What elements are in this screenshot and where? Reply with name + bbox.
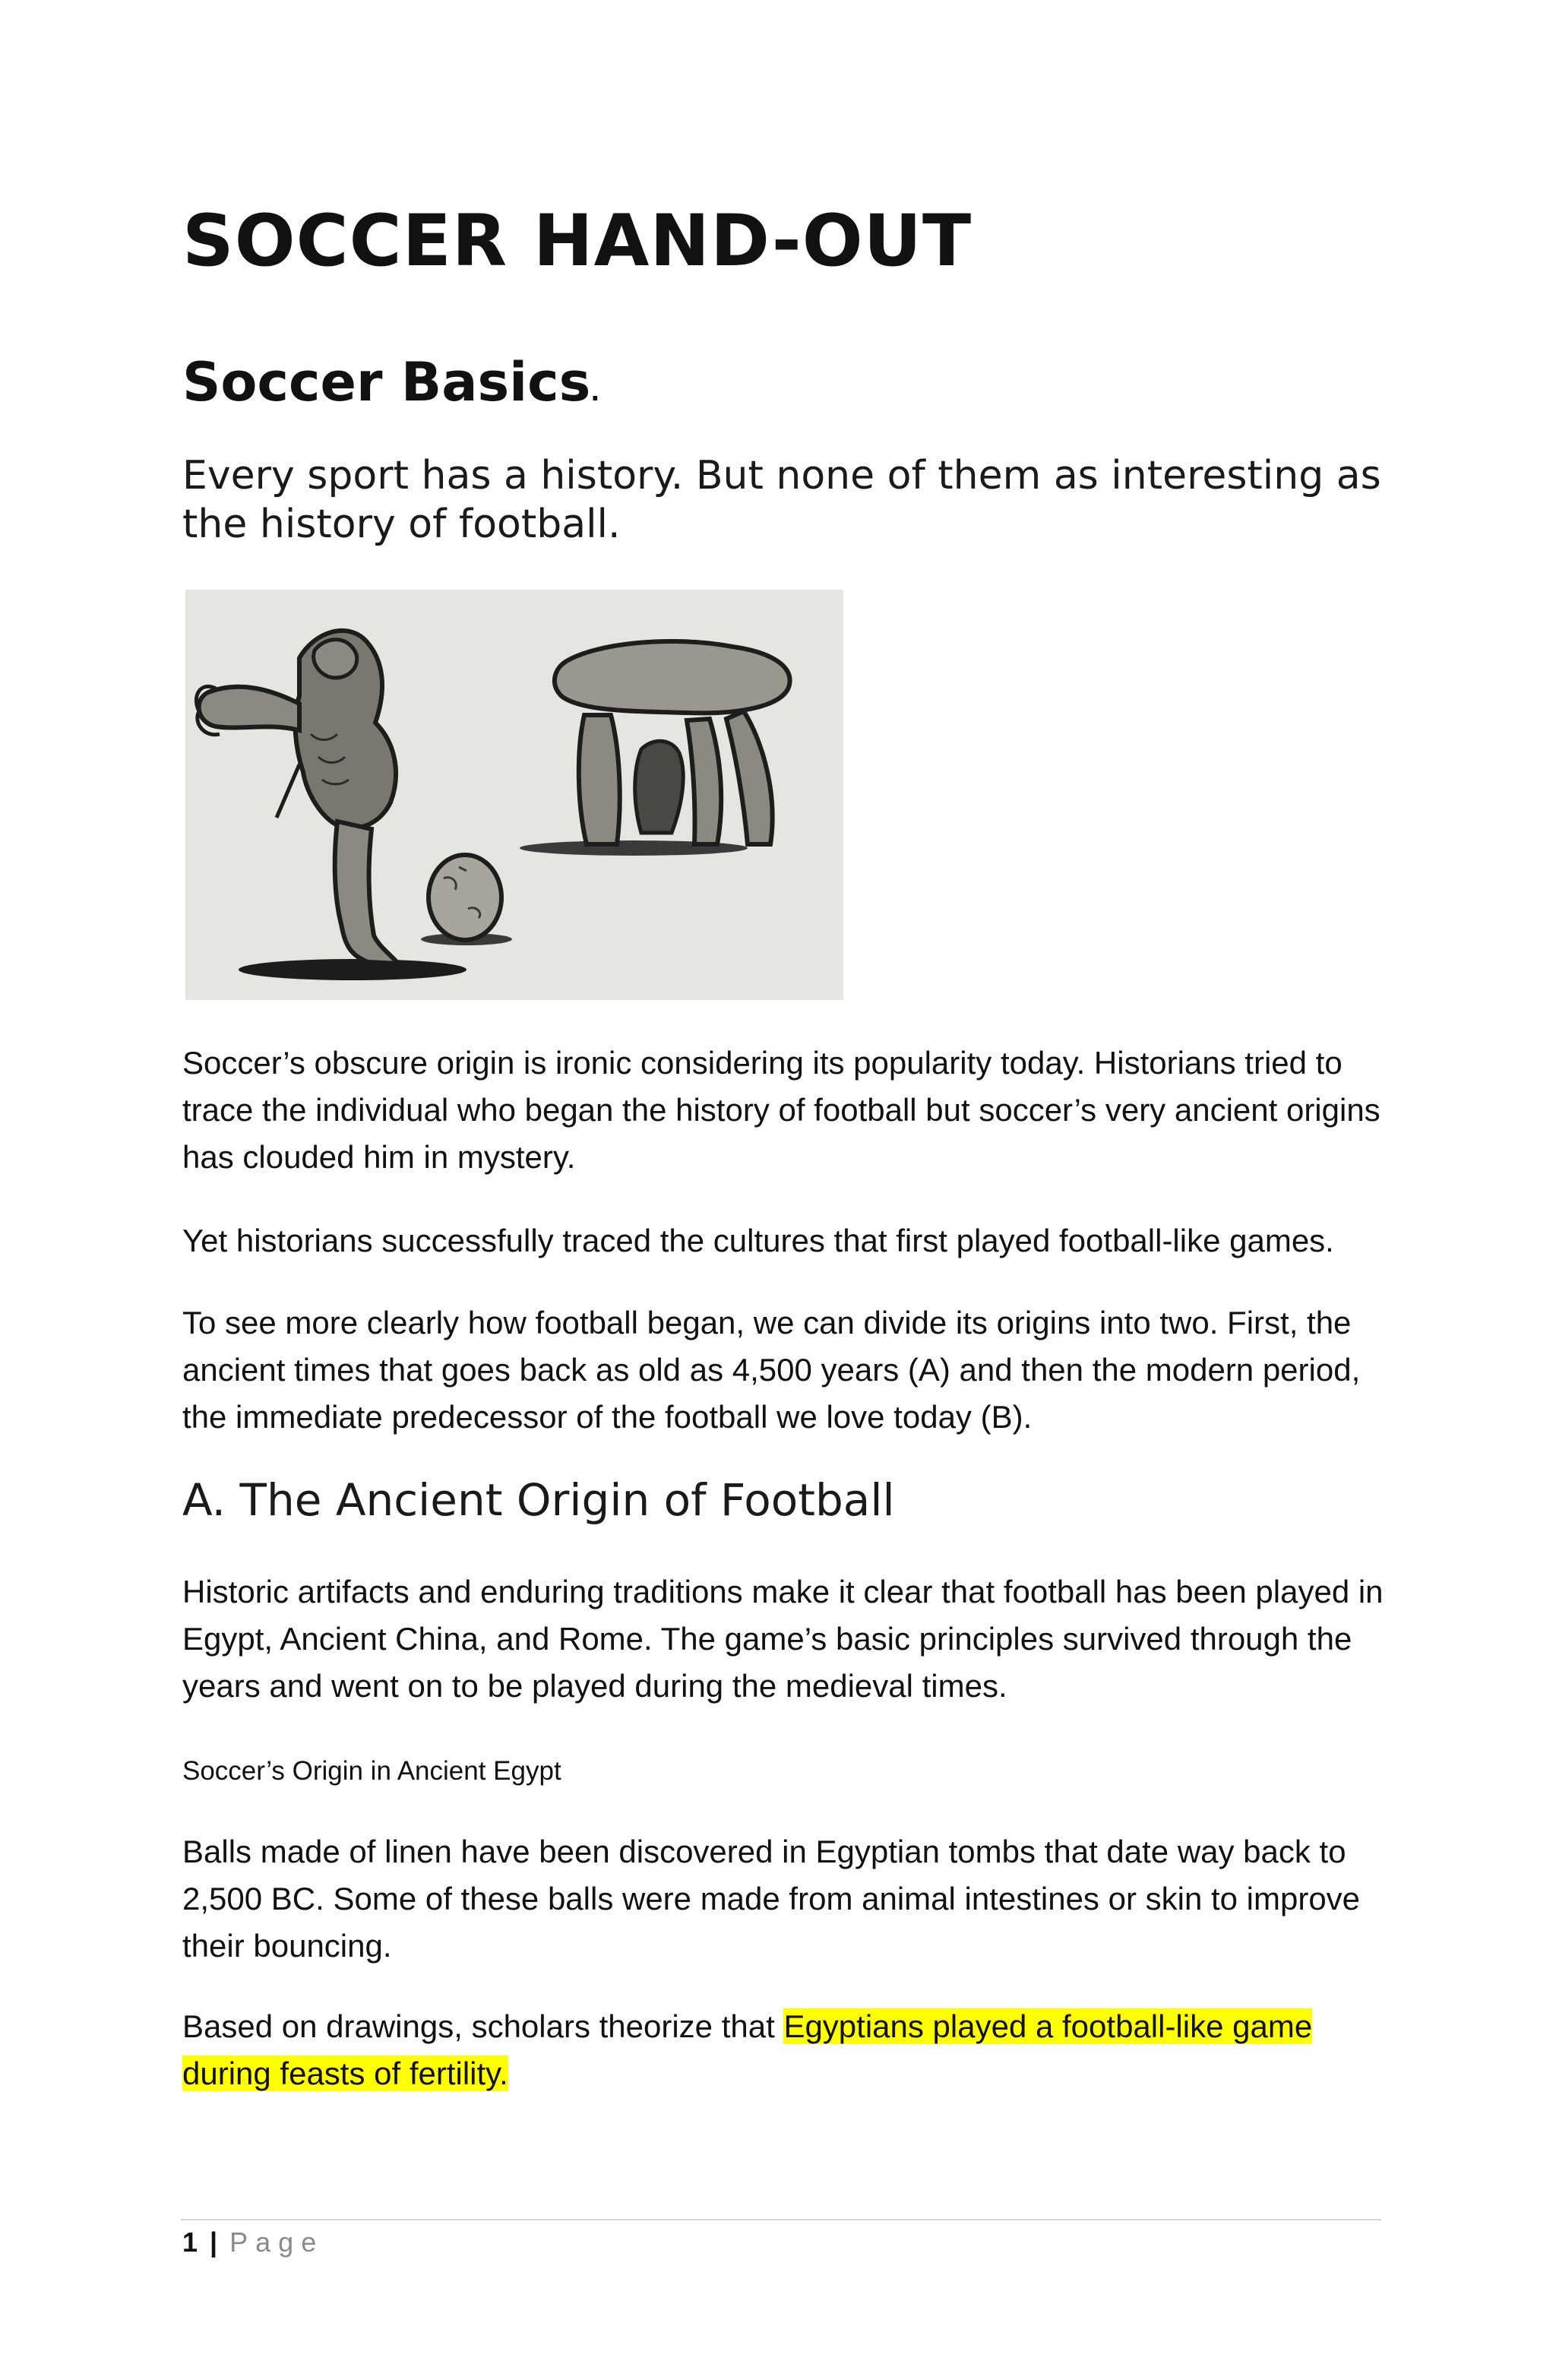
highlighted-text: Egyptians played a football-like game during feasts of fertility. <box>182 2008 1313 2091</box>
section-a-heading: A. The Ancient Origin of Football <box>182 1474 895 1526</box>
document-subtitle <box>182 348 599 426</box>
paragraph-drawings <box>182 2003 1398 2097</box>
paragraph-artifacts: Historic artifacts and enduring traditions make it clear that football has been played in Egypt, Ancient China, and Rome. The game’s basic principles survived through the years and went on to be played during the medieval times. <box>182 1574 1384 1704</box>
paragraph-origin: Soccer’s obscure origin is ironic considering its popularity today. Historians tried to trace the individual who began the history of football but soccer’s very ancient origins has clouded him in mystery. <box>182 1045 1380 1175</box>
egypt-subheading: Soccer’s Origin in Ancient Egypt <box>182 1756 561 1786</box>
paragraph-periods: To see more clearly how football began, we can divide its origins into two. First, the ancient times that goes back as old as 4,500 years (A) and then the modern period, the immediate predecessor of the football we love today (B). <box>182 1305 1361 1435</box>
page-footer <box>182 2225 324 2260</box>
subtitle-text: Soccer Basics <box>182 351 591 413</box>
page-number: 1 <box>182 2227 198 2258</box>
ground-shadow <box>239 959 466 980</box>
page-label: Page <box>229 2227 324 2258</box>
paragraph-egypt-balls: Balls made of linen have been discovered in Egyptian tombs that date way back to 2,500 BC. Some of these balls were made from animal intestines or skin to improve their bouncing. <box>182 1834 1361 1964</box>
footer-divider <box>181 2219 1381 2220</box>
subtitle-period: . <box>590 378 600 407</box>
dolmen-stones <box>555 641 790 844</box>
document-title: SOCCER HAND-OUT <box>182 200 972 283</box>
stone-ball <box>429 855 501 940</box>
drawings-plain-text: Based on drawings, scholars theorize that <box>182 2008 784 2044</box>
footer-separator: | <box>210 2227 218 2258</box>
intro-paragraph: Every sport has a history. But none of them as interesting as the history of football. <box>182 453 1381 547</box>
caveman-illustration <box>185 590 843 1000</box>
paragraph-cultures: Yet historians successfully traced the cultures that first played football-like games. <box>182 1223 1334 1258</box>
